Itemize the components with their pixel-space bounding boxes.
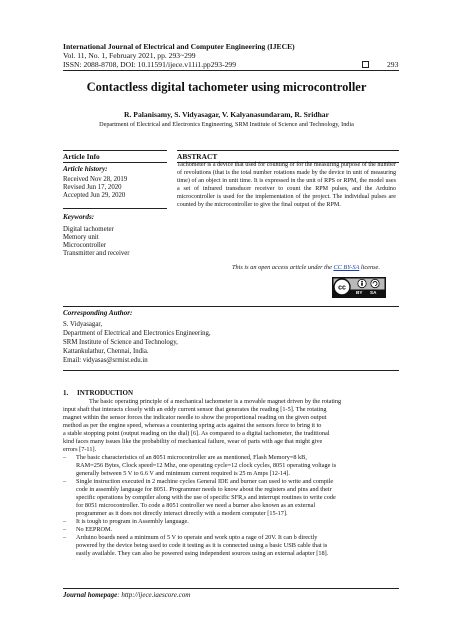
corresponding-city: Kattankulathur, Chennai, India. [63, 348, 149, 355]
journal-name: International Journal of Electrical and Computer Engineering (IJECE) [63, 42, 295, 51]
bullet-mark: – [63, 454, 67, 461]
paragraph-line: magnet within the sensor forces the indicator needle to show the proportional reading on the given output [63, 413, 327, 421]
paragraph-line: The basic operating principle of a mechanical tachometer is a movable magnet driven by the rotating [89, 398, 342, 405]
bullet-line: Arduino boards need a minimum of 5 V to operate and work upto a rage of 20V. It can b directly [76, 534, 318, 541]
paragraph-line: a stable stopping point (output reading on the dial) [6]. As compared to a digital tachometer, the traditional [63, 429, 330, 437]
received-date: Received Nov 28, 2019 [63, 176, 128, 183]
open-access-prefix: This is an open access article under the [232, 264, 334, 271]
bullet-line: The basic characteristics of an 8051 microcontroller are as mentioned, Flash Memory=8 kB, [76, 454, 307, 461]
bullet-line: code in assembly language for 8051. Programmer needs to know about the registers and pins and their [76, 485, 332, 493]
section-heading: 1. INTRODUCTION [63, 389, 134, 397]
page-marker-icon [362, 61, 369, 68]
paragraph-line: kind faces many issues like the probability of mechanical failure, wear of parts with age that might give [63, 437, 323, 445]
corresponding-inst: SRM Institute of Science and Technology, [63, 339, 178, 346]
bullet-item [76, 518, 399, 526]
homepage-url[interactable]: : http://ijece.iaescore.com [117, 591, 191, 599]
corresponding-bottom-rule [63, 370, 399, 371]
paper-affiliation: Department of Electrical and Electronics Engineering, SRM Institute of Science and Technology, India [99, 121, 354, 128]
svg-text:cc: cc [338, 284, 346, 292]
history-heading: Article history: [63, 165, 108, 173]
journal-homepage [63, 591, 190, 599]
bullet-line: easily available. They can also be powered using independent sources using an external adapter [18]. [76, 549, 329, 557]
cc-by-sa-badge[interactable] [332, 277, 386, 298]
paragraph-line: method as per the engine speed, whereas a countering spring acts against the sensors force to bring it to [63, 421, 322, 429]
license-link[interactable]: CC BY-SA [333, 264, 360, 271]
paper-title: Contactless digital tachometer using microcontroller [86, 80, 367, 94]
footer-rule [63, 588, 399, 589]
corresponding-email: Email: vidyasas@srmist.edu.in [63, 357, 148, 364]
bullet-item [76, 454, 399, 478]
bullet-line: programmer as it does not directly interact directly with a modern computer [15-17]. [76, 509, 288, 517]
homepage-label: Journal homepage [63, 591, 118, 599]
bullet-item [76, 526, 399, 534]
bullet-line: No EEPROM. [76, 526, 113, 533]
open-access-note [232, 264, 380, 271]
bullet-line: Single instruction executed in 2 machine cycles General IDE and burner can used to write and compile [76, 478, 334, 485]
bullet-line: for 8051 microcontroller. To code a 8051 controller we need a burner also known as an external [76, 501, 316, 509]
keyword-item: Transmitter and receiver [63, 250, 130, 257]
bullet-mark: – [63, 534, 67, 541]
keywords-rule [63, 208, 167, 209]
paragraph-line: input shaft that interacts closely with an eddy current sensor that generates the reading [1-5]. The rotating [63, 405, 327, 413]
revised-date: Revised Jun 17, 2020 [63, 184, 122, 191]
accepted-date: Accepted Jun 29, 2020 [63, 192, 126, 199]
corresponding-name: S. Vidyasagar, [63, 321, 103, 328]
bullet-mark: – [63, 526, 67, 533]
article-info-heading: Article Info [63, 152, 100, 161]
keywords-heading: Keywords: [63, 213, 95, 221]
bullet-mark: – [63, 478, 67, 485]
bullet-item [76, 478, 399, 518]
bullet-item [76, 534, 399, 558]
abstract-text: Tachometer is a device that used for counting or for the measuring purpose of the number of revolutions (that is the total number rotations made by the device in unit of measuring time) of an object in unit time. It is expressed in the unit of RPS or RPM, the model uses a set of infrared transducer receiver to count the RPM pulses, and the Arduino microcontroller is used for the implementation of the project. The individual pulses are counted by the microcontroller to give the final output of the RPM. [177, 162, 396, 208]
keyword-item: Memory unit [63, 234, 99, 241]
bullet-line: powered by the device being used to code it testing as it is connected using a basic USB cable that is [76, 541, 328, 549]
volume-line: Vol. 11, No. 1, February 2021, pp. 293~299 [63, 51, 196, 60]
bullet-line: specific operations by compiler along with the use of specific SFR,s and interrupt routines to write code [76, 493, 336, 501]
corresponding-dept: Department of Electrical and Electronics Engineering, [63, 330, 211, 337]
corresponding-rule [63, 306, 399, 307]
badge-by-label: BY [356, 290, 363, 295]
abstract-top-rule [177, 150, 399, 151]
article-info-top-rule [63, 150, 167, 151]
badge-sa-label: SA [370, 290, 377, 295]
article-info-mid-rule [63, 162, 167, 163]
bullet-line: It is tough to program in Assembly language. [76, 518, 189, 525]
page-number: 293 [387, 60, 399, 69]
keyword-item: Microcontroller [63, 242, 107, 249]
bullet-line: generally between 5 V to 6.6 V and minimum current required is 25 m Amps [12-14]. [76, 469, 290, 477]
corresponding-heading: Corresponding Author: [63, 309, 133, 317]
intro-paragraph [63, 398, 399, 454]
header-rule [63, 70, 399, 71]
paper-authors: R. Palanisamy, S. Vidyasagar, V. Kalyanasundaram, R. Sridhar [124, 110, 329, 119]
paragraph-line: errors [7-11]. [63, 445, 97, 453]
keyword-item: Digital tachometer [63, 226, 114, 233]
abstract-heading: ABSTRACT [177, 152, 218, 161]
bullet-line: RAM=256 Bytes, Clock speed=12 Mhz, one operating cycle=12 clock cycles, 8051 operating voltage is [76, 461, 337, 469]
bullet-mark: – [63, 518, 67, 525]
open-access-suffix: license. [359, 264, 380, 271]
issn-line: ISSN: 2088-8708, DOI: 10.11591/ijece.v11i1.pp293-299 [63, 60, 237, 69]
